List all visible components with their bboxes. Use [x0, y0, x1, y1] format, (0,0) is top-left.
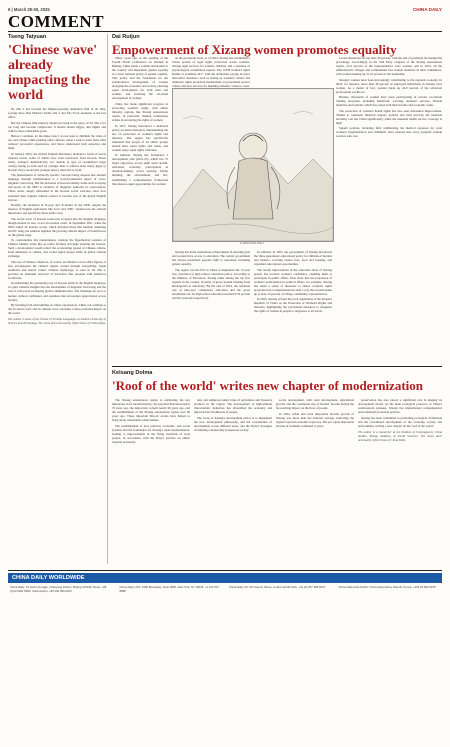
article-divider [112, 366, 442, 367]
main-paragraph: The protection of women's health rights has also seen substantial improvement. Thanks to consistent financial support, policies and rural services, the maternal mortality rate has fallen significantly, while the maternal health service coverage is high. [336, 108, 442, 125]
second-author-note: The author is a researcher at the Institute of Contemporary China Studies, Xizang Academy of Social Sciences. The views don't necessarily reflect those of China Daily. [358, 429, 442, 442]
cdw-office: China Daily: 15 Huixin Dongjie, Chaoyang District, Beijing 100029. News: +86 (0)10 6491 8366. Subscription: +86 400 699 0203 [10, 585, 107, 593]
main-paragraph: China has made significant progress in protecting women's rights, with ethnic minority regions, like Xizang autonomous region, in particular, making tremendous strides in advancing the rights of women. [112, 101, 168, 123]
main-paragraph: Xizang's women have been increasingly contributing to the regional economy. In 2023, for instance, more than 48 percent of employed individuals in Xizang were women. As a matter of fact, women made up 42.9 percent of the advanced professional workforce. [336, 77, 442, 94]
main-paragraph: Superb policies, including fully reimbursing the medical expenses for rural women's hospitalization and childbirth, have ensured that every pregnant woman receives safe care. [336, 126, 442, 139]
cdw-office: China Daily USA: 1500 Broadway, Suite 2800, New York, NY 10036. +1 212 537 8888 [119, 585, 219, 593]
main-paragraph: The steady improvement in the education level of Xizang people has boosted women's confidence, enabling them to participate in public affairs. Data show that the proportion of women's participation in political affairs, for example, Xizang has taken a series of measures to ensure women's rights protection law is implemented in such a way that women make up at least 25 percent of village community representatives. [254, 267, 333, 296]
left-article [8, 34, 106, 554]
illustration-image [173, 89, 333, 241]
main-column-2-bottom [172, 250, 250, 362]
main-paragraph: In addition, Xizang has formulated a development plan (2021-25), which has 75 major objectives, across eight areas: health, education, economy, participation in decision-making, social security, family building, the environment, and law, establishing a comprehensive framework that ensures equal opportunities for women. [112, 153, 168, 186]
main-paragraph: At the provincial level, as of 2024, Xizang has established a robust system of legal rights protection across counties. Xizang legal services for women, children, and a database of psychological consultation experts. The 12338 women's rights hotline is available 24/7, with the authorities paying in place innovative measures, such as setting up women's centers and children's rights protection mechanisms at government service centers and new services for handling domestic violence cases. [172, 56, 250, 89]
main-byline: Dai Ruijun [112, 34, 140, 40]
left-author-note: The author is dean of the School of Foreign Languages at Suzhou University of Science and Technology. The views don't necessarily reflect those of China Daily. [8, 317, 106, 326]
left-paragraph: The role of Chinese cinema is, of course, not limited to box-office figures; it also encompasses the cultural signals carried through storytelling, visual aesthetics and shared values. Chinese mythology, as seen in Ne Zha 2, provides an abundant reservoir of narratives that resonate with audiences worldwide. [8, 259, 106, 280]
cdw-title: CHINA DAILY WORLDWIDE [8, 573, 442, 583]
second-paragraph: preservation has also placed a significant role in shaping its development model. As the main ecological protector of China's southwestern plateaus, Xizang has implemented comprehensive environmental protection policies. [358, 398, 442, 415]
second-headline: 'Roof of the world' writes new chapter of modernization [112, 378, 423, 393]
main-paragraph: In 2023, Xizang revised the local regulations of the People's Republic of China on the Protection of Women's Rights and Interests, highlighting the provisional measures to safeguard the rights of women in people's congresses at all levels. [254, 297, 332, 314]
main-column-1 [112, 56, 168, 356]
left-body [8, 107, 106, 326]
page-number: 6 | March 28-30, 2025 [8, 6, 50, 12]
cdw-office: China Daily Asia Pacific: China Daily Africa, Nairobi, Kenya. +254 20 692 0978 [338, 585, 436, 589]
article-illustration [172, 88, 334, 242]
section-title: COMMENT [8, 12, 105, 31]
second-paragraph: social development, with rural development, agricultural growth, and the continuous rise of herders' income having the far-reaching impact on the lives of people. [276, 398, 354, 411]
left-paragraph: To contextualize this phenomenon, consider the hypothetical scenario of Chinese identity terms like ge (elder brother) and jiejie entering the lexicon. Such a development would reflect the accelerating spread of Chinese culture, from animation to cuisine, and would signal deeper shifts in global cultural exchange. [8, 238, 106, 259]
china-daily-worldwide [8, 570, 442, 739]
left-paragraph: But the Chinese film industry should not bask in the glory of Ne Zha 2 for too long and become complacent. It should dream bigger, aim higher and achieve more remarkable goals. [8, 120, 106, 133]
photo-caption: LI MIN/CHINA DAILY [239, 242, 265, 245]
left-paragraph: In January 2025, the Oxford English Dictionary included a batch of newly adopted words, some of which were even loanwords from Korean. These terms, arranged alphabetically, are: daebak (a type of caramelized sugar candy), hyung (a term used by younger men to address elder men), jjigae (a Korean stew), noona (the younger sister), unni and so forth. [8, 151, 106, 172]
second-byline: Kelsang Dolma [112, 370, 153, 376]
second-column-3 [276, 398, 354, 566]
main-paragraph: In 1957, Xizang introduced a dedicated policy on democratization, implementing the law on protection of women's rights and interests. The region has specifically stipulated that people of all ethnic groups should have equal rights and status, and women enjoy equal rights with men. [112, 123, 168, 152]
main-column-3 [254, 250, 332, 362]
left-paragraph: Ne Zha 2 has become the highest-grossing animation film of all time, scoring more than Disney's Inside Out 2 and The Force Awakens at the box office. [8, 107, 106, 120]
second-column-2 [194, 398, 272, 566]
left-paragraph: In underlining the pioneering role of Korean terms in the English language, we gain valuable insights into the mechanisms of linguistic borrowing and the role of soft power in shaping global communication. The challenge for us is to nurture cultural confidence and openness that encourages appreciation across borders. [8, 281, 106, 302]
second-paragraph: The focus of Xizang's development policy is to implement the new development philosophy, and the coordination of development across different areas, and the Party's strategies of building a moderately prosperous society. [194, 415, 272, 432]
left-paragraph: By learning from and building on others' experiences, China can continue to tell its stories well, and its cultural wave can make a more profound impact on the world. [8, 303, 106, 316]
main-paragraph: The region was the first in China to implement the 15-year free, preschool to high school, education policy. According to the Ministry of Education, Xizang ranks among the top five regions in the country in terms of gross student funding from kindergarten to university. By the end of 2024, the retention rate of nine-year compulsory education and the gross enrollment rate for high school education reached 97.8 percent and 92.2 percent respectively. [172, 267, 250, 300]
main-paragraph: Xizang has made tremendous achievements in ensuring girls and women have access to education. The central government has always prioritized people's right to education, including gender equality. [172, 250, 251, 267]
left-paragraph: Before I continue, let me make clear I do not seek to diminish the value of our own culture while praising other cultures; rather I seek to learn from other cultures' successful experiences, and hence understand both ourselves and them. [8, 134, 106, 151]
second-paragraph: lent, and enhanced added value of agriculture and livestock products in the region. The development of high-altitude characteristic industries has diversified the economy and improved the livelihoods of people. [194, 398, 272, 415]
main-column-2-top [172, 56, 250, 89]
main-paragraph: In addition, in 1995, the government of Xizang introduced the 'three guarantees' educational policy for children of herders and farmers, covering tuition fees, food and housing, and expanded educational opportunities. [254, 250, 332, 267]
second-paragraph: In 2024, urban and rural disposable income growth of Xizang was more than the national average, indicating the region's upward economic trajectory. The per capita disposable income of residents continued to grow. [276, 411, 354, 428]
main-headline: Empowerment of Xizang women promotes equality [112, 42, 397, 57]
left-paragraph: The recent wave of Korean loanwords accepted into the English language, though modest in size, is not an isolated event. In September 2021, when the OED added 26 Korean words, which included those like hanbok, mukbang and PC bang, the addition signaled the growing cultural impact of South Korea on the global stage. [8, 216, 106, 237]
left-paragraph: The phenomenon of culturally specific concepts being adopted into another language through transliteration is a well-documented aspect of cross-linguistic borrowing. But the inclusion of Korean identity terms such as hyung and noona in the OED is evidence of linguistic authority in conversation. These terms, deeply embedded in the Korean social structure, have now extended their original cultural context to become part of the global English lexicon. [8, 173, 106, 202]
main-paragraph: Besides, thousands of women have been participating in various vocational training programs, including handicraft, weaving, domestic services, Tibetan medicine and tourism, which has raised both their income and economic status. [336, 95, 442, 108]
second-column-4 [358, 398, 442, 566]
main-paragraph: Thirty years ago, at the opening of the Fourth World Conference on Women in Beijing, China made a solemn declaration to the country will implement gender equality as a basic national policy of gender equality. This policy laid the foundation for the synchronized development of women alongside the economic and society, ensuring equal development for both men and women, and fostering the all-round development of women. [112, 56, 168, 101]
cdw-office: China Daily UK: 90 Cannon Street, London EC4N 6HA. +44 (0) 207 398 8270 [229, 585, 326, 589]
masthead-brand: CHINA DAILY [412, 6, 442, 12]
second-paragraph: Xizang has been committed to promoting ecological civilization and the coordinated development of the economy, society and environment, writing a new chapter on the 'roof of the world'. [358, 415, 442, 428]
second-paragraph: The establishment of new political, economic, and social systems laid the foundation for Xizang's rapid modernization, leading to improvements in the living standards of local people, in accordance with the Party's policies on ethnic regional autonomy. [112, 423, 190, 444]
left-byline: Tseng Taiyuan [8, 34, 47, 40]
column-divider [107, 34, 108, 564]
cdw-offices [8, 583, 442, 596]
main-paragraph: Levels should not be less than 30 percent, with the aim of gradually increasing this percentage. Accordingly, in the 10th Party congress of the Xizang autonomous region, 25.4 percent of the representatives were women, and in 2023, all the administrative villages and communities had women members in their committees, with women making up 31.41 percent of the leadership. [336, 56, 442, 77]
second-paragraph: The Xizang autonomous region is celebrating the key milestones in its modern history: the peaceful liberation nearly 70 years ago, the democratic reform nearly 66 years ago, and the establishment of the Xizang autonomous region over 60 years ago. These important historic events have helped to bring about remarkable achievements. [112, 398, 190, 423]
main-column-4 [336, 56, 442, 362]
left-headline: 'Chinese wave' already impacting the world [8, 43, 98, 103]
second-column-1 [112, 398, 190, 566]
section-rule [8, 31, 442, 32]
left-paragraph: Notably, the inclusion of 'K-pop' and 'K-drama' in the OED, despite the absence of English equivalents like 'love' and 'ABC', underscores the cultural importance and specificity these terms carry. [8, 202, 106, 216]
